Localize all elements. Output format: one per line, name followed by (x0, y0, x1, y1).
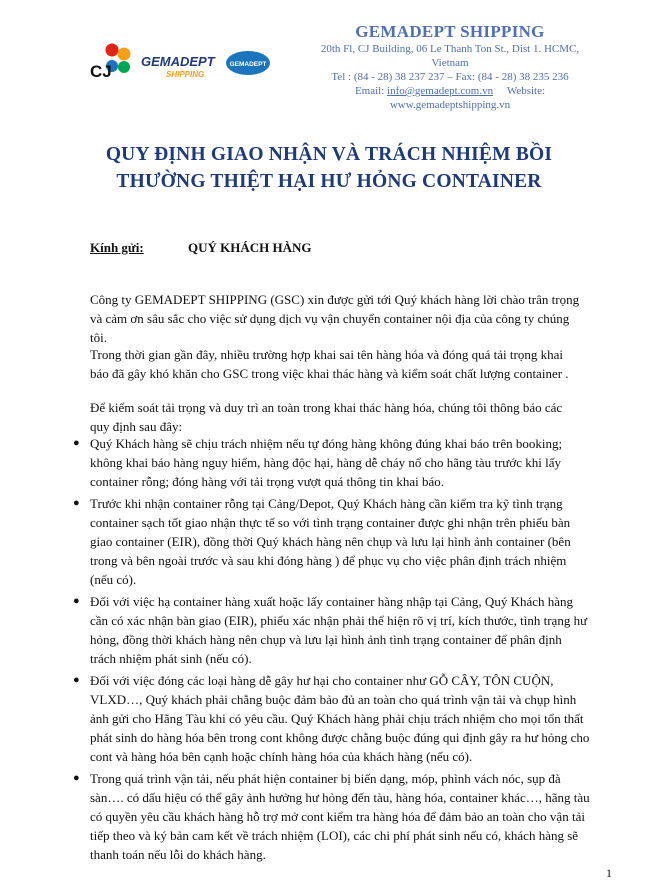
paragraph-intro: Công ty GEMADEPT SHIPPING (GSC) xin được gửi tới Quý khách hàng lời chào trân trọng và cảm ơn sâu sắc cho việc sử dụng dịch vụ vận chuyển container nội địa của công ty chúng tôi. (90, 292, 580, 345)
website-link[interactable]: www.gemadeptshipping.vn (389, 99, 511, 111)
bullet-icon: ● (73, 772, 80, 784)
rule-text: Trước khi nhận container rỗng tại Cảng/Depot, Quý Khách hàng cần kiểm tra kỹ tình trạng container sạch tốt giao nhận thực tế so với tình trạng container được ghi nhận trên phiếu bàn giao container (EIR), đồng thời Quý khách hàng nên chụp và lưu lại hình ảnh container (bên trong và bên ngoài trước và sau khi đóng hàng ) để phục vụ cho việc phân định trách nhiệm (nếu có). (90, 496, 571, 587)
salutation (90, 240, 312, 256)
rule-text: Quý Khách hàng sẽ chịu trách nhiệm nếu tự đóng hàng không đúng khai báo trên booking; không khai báo hàng nguy hiểm, hàng độc hại, hàng dễ cháy nổ cho hãng tàu trước khi lấy container rỗng; đóng hàng với tải trọng vượt quá thông tin khai báo. (90, 436, 563, 489)
email-label: Email: (354, 85, 388, 97)
logo-brand-text: GEMADEPT (141, 54, 215, 69)
website-label: Website: (506, 85, 546, 97)
logo-petal-red (106, 44, 119, 57)
paragraph-context: Trong thời gian gần đây, nhiều trường hợp khai sai tên hàng hóa và đóng quá tải trọng khai báo đã gây khó khăn cho GSC trong việc khai thác hàng và kiểm soát chất lượng container . (90, 347, 569, 381)
cj-gemadept-logo-graphic (86, 36, 272, 94)
title-line-2: THƯỜNG THIỆT HẠI HƯ HỎNG CONTAINER (116, 171, 542, 192)
rules-list (73, 434, 590, 867)
bullet-icon: ● (73, 595, 80, 607)
company-name: GEMADEPT SHIPPING (355, 22, 545, 41)
salutation-label: Kính gửi: (90, 240, 144, 255)
page-number: 1 (606, 866, 612, 880)
bullet-icon: ● (73, 497, 80, 509)
document-title (0, 141, 658, 195)
rule-text: Trong quá trình vận tải, nếu phát hiện container bị biến dạng, móp, phình vách nóc, sụp đà sàn…. có dấu hiệu có thể gây ảnh hưởng hư hỏng đến tàu, hàng hóa, container khác…, hãng tàu có quyền yêu cầu khách hàng hỗ trợ mở cont kiểm tra hàng hóa để đảm bảo an toàn cho vận tải tiếp theo và ký bản cam kết về trách nhiệm (LOI), các chi phí phát sinh nếu có, khách hàng sẽ thanh toán nếu lỗi do khách hàng. (90, 771, 590, 862)
logo-petal-orange (118, 48, 131, 61)
address-line-2: Vietnam (431, 57, 469, 69)
title-line-1: QUY ĐỊNH GIAO NHẬN VÀ TRÁCH NHIỆM BỒI (105, 144, 553, 165)
logo-cj-text: CJ (90, 62, 112, 81)
logo-sub-text: SHIPPING (166, 70, 205, 79)
rule-item (73, 769, 590, 864)
company-logo (86, 36, 272, 94)
bullet-icon: ● (73, 674, 80, 686)
email-link[interactable]: info@gemadept.com.vn (387, 85, 494, 97)
paragraph-notice: Để kiểm soát tải trọng và duy trì an toàn trong khai thác hàng hóa, chúng tôi thông báo các quy định sau đây: (90, 400, 563, 434)
phone-fax: Tel : (84 - 28) 38 237 237 – Fax: (84 - 28) 38 235 236 (331, 71, 569, 83)
rule-item (73, 494, 590, 589)
logo-badge-text: GEMADEPT (229, 61, 267, 68)
rule-item (73, 671, 590, 766)
contact-line (300, 84, 600, 98)
rule-item (73, 592, 590, 668)
rule-text: Đối với việc đóng các loại hàng dễ gây hư hại cho container như GỖ CÂY, TÔN CUỘN, VLXD…, Quý khách phải chằng buộc đảm bảo đủ an toàn cho quá trình vận tải và chụp hình ảnh gửi cho Hãng Tàu khi có yêu cầu. Quý Khách hàng phải chịu trách nhiệm cho mọi tổn thất phát sinh do hàng hóa bên trong cont không được chằng buộc đúng qui định gây ra hư hỏng cho cont và hàng hóa bên cạnh hoặc chính hàng hóa của khách hàng (nếu có). (90, 673, 590, 764)
rule-item (73, 434, 590, 491)
address-line-1: 20th Fl, CJ Building, 06 Le Thanh Ton St., Dist 1. HCMC, (320, 43, 580, 55)
logo-petal-green (118, 61, 130, 73)
salutation-recipient: QUÝ KHÁCH HÀNG (188, 240, 312, 255)
website-line (300, 98, 600, 112)
company-header (300, 22, 600, 112)
rule-text: Đối với việc hạ container hàng xuất hoặc lấy container hàng nhập tại Cảng, Quý Khách hàng cần có xác nhận bàn giao (EIR), phiếu xác nhận phải thể hiện rõ vị trí, kích thước, tình trạng hư hỏng, đồng thời khách hàng nên chụp và lưu lại hình ảnh tình trạng container để phân định trách nhiệm phát sinh (nếu có). (90, 594, 588, 666)
bullet-icon: ● (73, 437, 80, 449)
